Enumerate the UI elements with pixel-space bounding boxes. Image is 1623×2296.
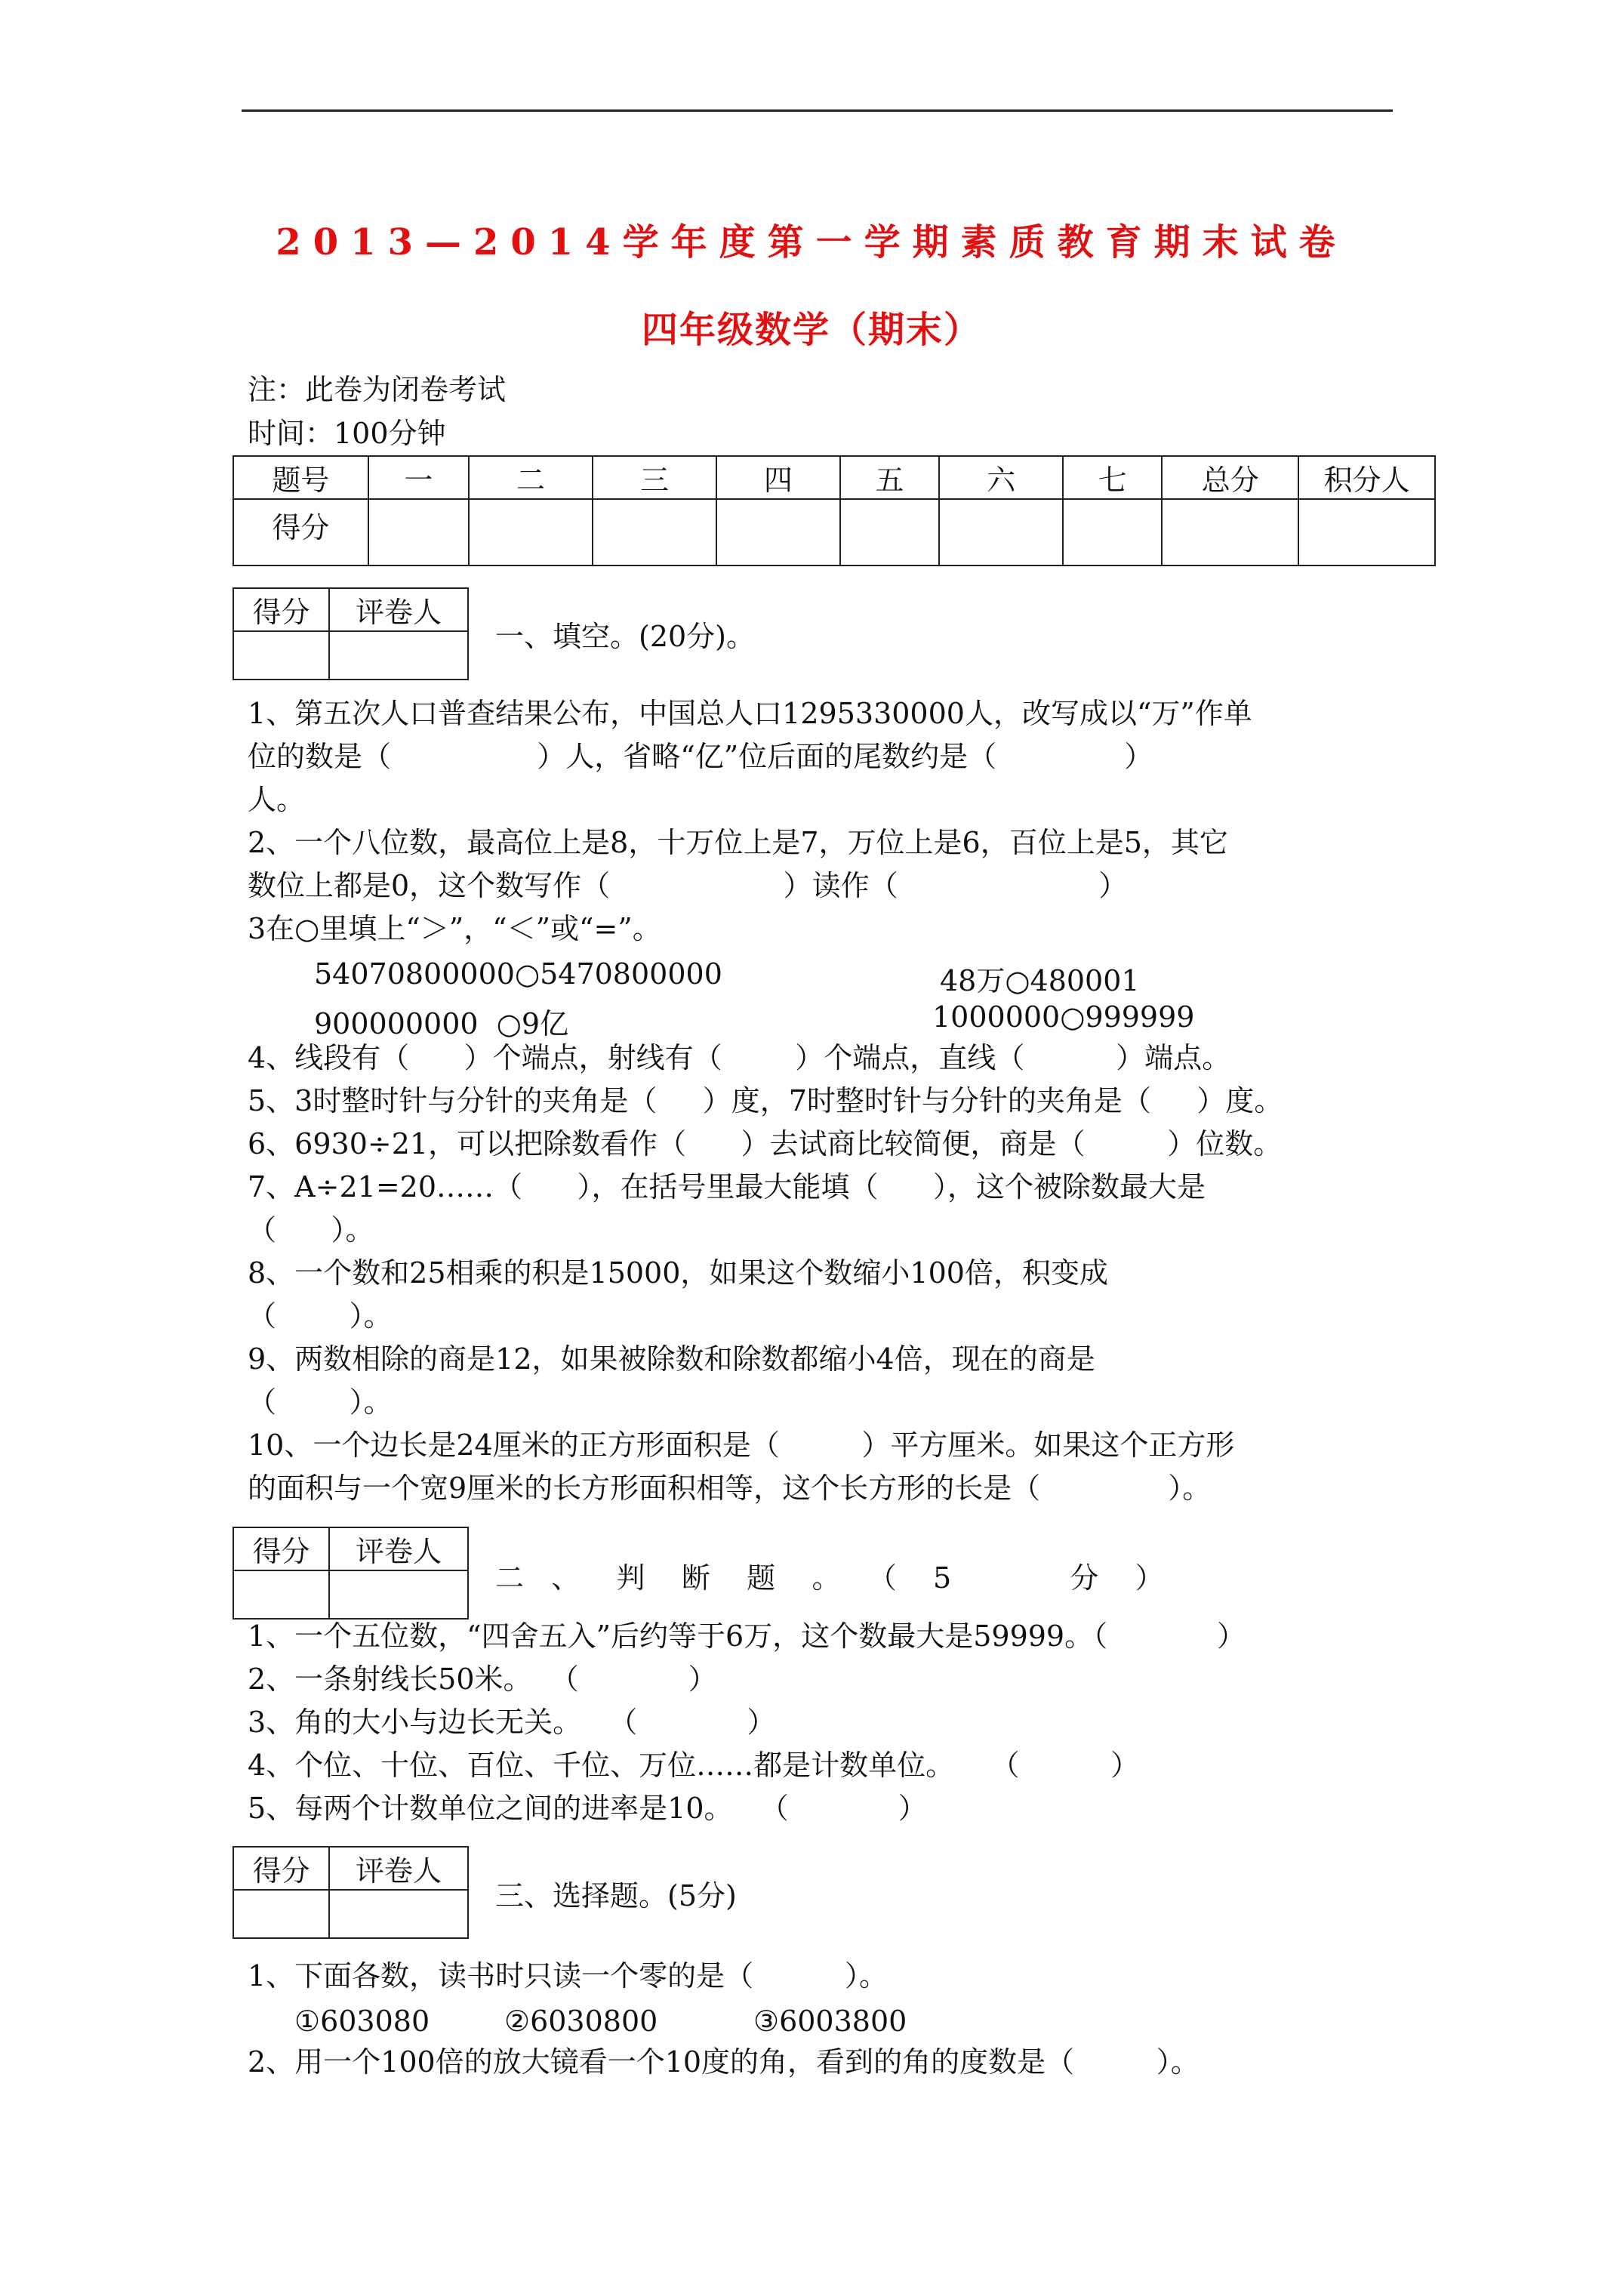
exam-subtitle: 四年级数学（期末） bbox=[641, 309, 981, 351]
score-cell[interactable] bbox=[1162, 499, 1298, 566]
grader-score-label: 得分 bbox=[233, 588, 329, 631]
grader-name-label: 评卷人 bbox=[329, 1527, 468, 1570]
choice-option[interactable]: ③6003800 bbox=[753, 2005, 907, 2038]
question-line: 1、第五次人口普查结果公布，中国总人口1295330000人，改写成以“万”作单 bbox=[248, 697, 1252, 730]
question-line: 5、每两个计数单位之间的进率是10。 （ ） bbox=[248, 1792, 927, 1825]
score-header-cell: 四 bbox=[716, 456, 840, 499]
question-line: （ ）。 bbox=[248, 1385, 393, 1419]
score-header-cell: 七 bbox=[1063, 456, 1162, 499]
grader-name-label: 评卷人 bbox=[329, 1847, 468, 1890]
question-line: 6、6930÷21，可以把除数看作（ ）去试商比较简便，商是（ ）位数。 bbox=[248, 1127, 1283, 1160]
grader-name-label: 评卷人 bbox=[329, 588, 468, 631]
section-3-title: 三、选择题。(5分) bbox=[495, 1879, 737, 1912]
grader-score-cell[interactable] bbox=[233, 1570, 329, 1619]
question-line: 3在○里填上“＞”，“＜”或“=”。 bbox=[248, 912, 661, 945]
question-line: （ ）。 bbox=[248, 1299, 393, 1333]
score-cell[interactable] bbox=[1298, 499, 1435, 566]
grader-box-1 bbox=[233, 587, 469, 680]
question-line: 的面积与一个宽9厘米的长方形面积相等，这个长方形的长是（ ）。 bbox=[248, 1472, 1212, 1505]
exam-time: 时间：100分钟 bbox=[248, 417, 446, 450]
grader-score-label: 得分 bbox=[233, 1527, 329, 1570]
question-line: 4、个位、十位、百位、千位、万位……都是计数单位。 （ ） bbox=[248, 1749, 1140, 1782]
score-cell[interactable] bbox=[368, 499, 469, 566]
grader-box-2 bbox=[233, 1527, 469, 1620]
score-header-cell: 一 bbox=[368, 456, 469, 499]
question-line: 9、两数相除的商是12，如果被除数和除数都缩小4倍，现在的商是 bbox=[248, 1342, 1095, 1376]
score-cell[interactable] bbox=[716, 499, 840, 566]
question-line: 2、一条射线长50米。 （ ） bbox=[248, 1663, 717, 1696]
exam-title: 2013—2014学年度第一学期素质教育期末试卷 bbox=[276, 221, 1347, 264]
score-header-cell: 六 bbox=[939, 456, 1063, 499]
grader-name-cell[interactable] bbox=[329, 1570, 468, 1619]
compare-item: 1000000○999999 bbox=[932, 1000, 1195, 1034]
score-header-cell: 二 bbox=[469, 456, 593, 499]
choice-option[interactable]: ②6030800 bbox=[504, 2005, 658, 2038]
score-header-cell: 题号 bbox=[233, 456, 368, 499]
question-line: 2、一个八位数，最高位上是8，十万位上是7，万位上是6，百位上是5，其它 bbox=[248, 826, 1228, 859]
score-cell[interactable] bbox=[1063, 499, 1162, 566]
grader-score-cell[interactable] bbox=[233, 631, 329, 680]
score-cell[interactable] bbox=[469, 499, 593, 566]
grader-score-cell[interactable] bbox=[233, 1890, 329, 1938]
score-row-label: 得分 bbox=[233, 499, 368, 566]
exam-note: 注：此卷为闭卷考试 bbox=[248, 373, 507, 406]
score-header-cell: 总分 bbox=[1162, 456, 1298, 499]
score-cell[interactable] bbox=[593, 499, 716, 566]
section-2-title: 二 、 判 断 题 。 （ 5 分 ） bbox=[495, 1561, 1164, 1595]
question-line: （ ）。 bbox=[248, 1213, 374, 1247]
grader-name-cell[interactable] bbox=[329, 1890, 468, 1938]
choice-option[interactable]: ①603080 bbox=[294, 2005, 430, 2038]
score-cell[interactable] bbox=[840, 499, 939, 566]
score-header-cell: 五 bbox=[840, 456, 939, 499]
compare-item: 48万○480001 bbox=[940, 964, 1140, 997]
compare-item: 900000000 ○9亿 bbox=[314, 1007, 569, 1040]
question-line: 1、下面各数，读书时只读一个零的是（ ）。 bbox=[248, 1959, 888, 1992]
question-line: 7、A÷21=20……（ ），在括号里最大能填（ ），这个被除数最大是 bbox=[248, 1170, 1206, 1203]
score-header-cell: 积分人 bbox=[1298, 456, 1435, 499]
score-cell[interactable] bbox=[939, 499, 1063, 566]
question-line: 位的数是（ ）人，省略“亿”位后面的尾数约是（ ） bbox=[248, 740, 1153, 773]
grader-box-3 bbox=[233, 1846, 469, 1939]
question-line: 人。 bbox=[248, 783, 306, 816]
grader-score-label: 得分 bbox=[233, 1847, 329, 1890]
section-1-title: 一、填空。(20分)。 bbox=[495, 620, 756, 653]
grader-name-cell[interactable] bbox=[329, 631, 468, 680]
page-top-rule bbox=[242, 109, 1393, 112]
question-line: 数位上都是0，这个数写作（ ）读作（ ） bbox=[248, 869, 1128, 902]
question-line: 4、线段有（ ）个端点，射线有（ ）个端点，直线（ ）端点。 bbox=[248, 1041, 1231, 1074]
question-line: 2、用一个100倍的放大镜看一个10度的角，看到的角的度数是（ ）。 bbox=[248, 2045, 1200, 2079]
question-line: 8、一个数和25相乘的积是15000，如果这个数缩小100倍，积变成 bbox=[248, 1256, 1108, 1290]
question-line: 1、一个五位数，“四舍五入”后约等于6万，这个数最大是59999。（ ） bbox=[248, 1620, 1246, 1653]
question-line: 5、3时整时针与分针的夹角是（ ）度，7时整时针与分针的夹角是（ ）度。 bbox=[248, 1084, 1283, 1117]
score-table bbox=[233, 455, 1436, 566]
score-header-cell: 三 bbox=[593, 456, 716, 499]
question-line: 3、角的大小与边长无关。 （ ） bbox=[248, 1706, 776, 1739]
question-line: 10、一个边长是24厘米的正方形面积是（ ）平方厘米。如果这个正方形 bbox=[248, 1428, 1235, 1462]
compare-item: 54070800000○5470800000 bbox=[314, 957, 722, 991]
